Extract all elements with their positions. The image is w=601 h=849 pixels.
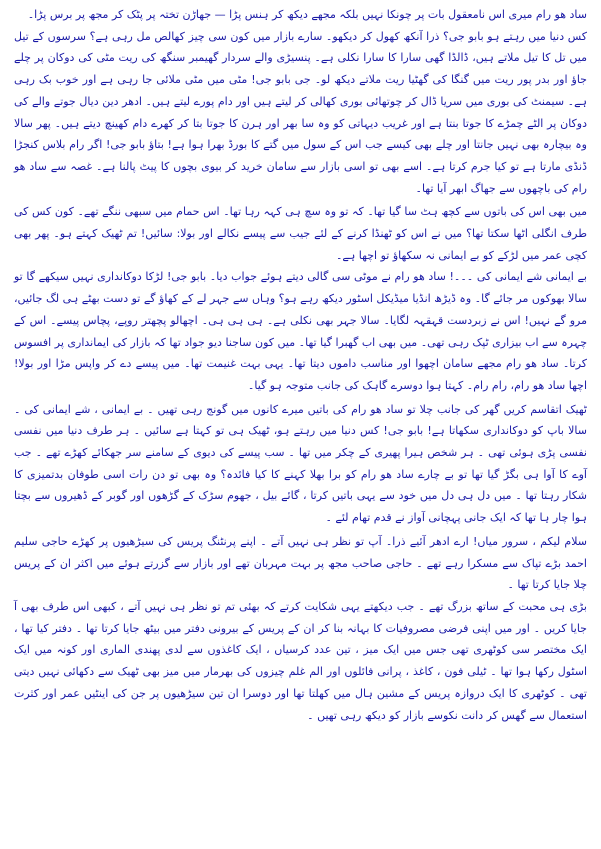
paragraph-3: میں بھی اس کی باتوں سے کچھ ہٹ سا گیا تھا۔ کہ تو وہ سچ ہی کہہ رہا تھا۔ اس حمام میں سبھی ننگے تھے۔ کون کس کی طرف انگلی اٹھا سکتا تھا؟ میں نے اس کو ٹھنڈا کرنے کے لئے جیب سے پیسے نکالے اور بولا: سائیں! تم ٹھیک کہتے ہو۔ پھر بھی کچی عمر میں لڑکے کو بے ایمانی نہ سکھاؤ تو اچھا ہے۔ [14,205,587,262]
paragraph-2: کس دنیا میں رہتے ہو بابو جی؟ ذرا آنکھ کھول کر دیکھو۔ سارے بازار میں کون سی چیز کھالص مل رہی ہے؟ سرسوں کے تیل میں تل کا تیل ملاتے ہیں، ڈالڈا گھی سارا کا سارا نکلی ہے۔ پنسیڑی والے سردار گھیمبر سنگھ کی ریت مٹی کی دوکان پر چلے جاؤ اور بدر پور ریت میں گنگا کی گھٹیا ریت ملاتے دیکھ لو۔ جی بابو جی! مٹی میں مٹی ملائی جا رہی ہے اور خوب بک رہی ہے۔ سیمنٹ کی بوری میں سریا ڈال کر چوتھائی بوری کھالی کر لیتے ہیں اور دام پورے لیتے ہیں۔ ادھر دین دیال جوتے والے کی دوکان پر الٹے چمڑے کا جوتا بنتا ہے اور غریب دیہاتی کو وہ سا بھر اور ہرن کا جوتا بتا کر کھرے دام کھینچ دیتے ہیں۔ پھر سالا وہ بیچارہ بھی نہیں جانتا اور چلے بھی کیسے جب اس کے سول میں گتے کا بورڈ بھرا ہوا ہے! بتاؤ بابو جی! اگر رام بلاس کنجڑا ڈنڈی مارتا ہے تو کیا جرم کرتا ہے۔ اسے بھی تو اسی بازار سے سامان خرید کر بیوی بچوں کا پیٹ پالنا ہے۔ غصہ سے ساد ھو رام کی باچھوں سے جھاگ ابھر آیا تھا۔ [14,29,587,195]
paragraph-5: ٹھیک اتقاسم کریں گھر کی جانب چلا تو ساد ھو رام کی باتیں میرے کانوں میں گونج رہی تھیں ۔ بے ایمانی ، شے ایمانی کی ۔ سالا باپ کو دوکانداری سکھاتا ہے! بابو جی! کس دنیا میں رہتے ہو، ٹھیک ہی تو کہتا ہے سائیں ۔ ہر طرف دنیا میں نفسی نفسی پڑی ہوئی تھی ۔ ہر شخص ہیرا پھیری کے چکر میں تھا ۔ سب پیسے کی دیوی کے سامنے سر جھکائے کھڑے تھے ۔ جب آوے کا آوا ہی بگڑ گیا تھا تو بے چارے ساد ھو رام کو برا بھلا کہنے کا کیا فائدہ؟ وہ بھی تو دن رات اسی طوفان بدتمیزی کا شکار رہتا تھا ۔ میں دل ہی دل میں خود سے یہی باتیں کرتا ، گائے بیل ، جھوم سڑک کے گڑھوں اور گوبر کے ڈھیروں سے بچتا ہوا چار ہا تھا کہ ایک جانی پہچانی آواز نے قدم تھام لئے ۔ [14,402,587,525]
paragraph-7: بڑی ہی محبت کے ساتھ بزرگ تھے ۔ جب دیکھتے یہی شکایت کرتے کہ بھئی تم تو نظر ہی نہیں آتے ، کبھی اس طرف بھی آ جایا کریں ۔ اور میں اپنی فرضی مصروفیات کا بہانہ بنا کر ان کے پریس کے بیرونی دفتر میں بیٹھ جایا کرتا تھا ۔ دفتر کیا تھا ، ایک مختصر سی کوٹھری تھی جس میں ایک میز ، تین عدد کرسیاں ، ایک کاغذوں سے لدی پھندی الماری اور کونہ میں ایک اسٹول رکھا ہوا تھا ۔ ٹیلی فون ، کاغذ ، پرانی فائلوں اور الم غلم چیزوں کی بھرمار میں میز بھی ٹھیک سے دکھائی نہیں دیتی تھی ۔ کوٹھری کا ایک دروازہ پریس کے مشین ہال میں کھلتا تھا اور دوسرا ان تین سیڑھیوں پر جن کی اینٹیں عمر اور کثرت استعمال سے گھس کر دانت نکوسے بازار کو دیکھ رہی تھیں ۔ [14,599,587,722]
paragraph-4: بے ایمانی شے ایمانی کی ۔۔۔! ساد ھو رام نے موٹی سی گالی دیتے ہوئے جواب دیا۔ بابو جی! لڑکا دوکانداری نہیں سیکھے گا تو سالا بھوکوں مر جائے گا۔ وہ ڈیڑھ انڈیا میڈیکل اسٹور دیکھ رہے ہو؟ وہاں سے جہر لے کے کھاؤ گے تو دست بھٹے ہی لگ جائیں، مرو گے نہیں! اس نے زبردست قہقہہ لگایا۔ سالا جہر بھی نکلی ہے۔ ہی ہی ہی۔ اچھالو پچھتر روپے، پچاس پیسے۔ اس کے چہرہ سے اب بیزاری ٹپک رہی تھی۔ میں بھی اب گھبرا گیا تھا۔ میں کون ساجنا دیو جواد تھا کہ بازار کی ایمانداری پر افسوس کرتا۔ ساد ھو رام مجھے سامان اچھوا اور مناسب داموں دیتا تھا۔ یہی بہت غنیمت تھا۔ میں پیسے دے کر واپس مڑا اور بولا! اچھا ساد ھو رام، رام رام۔ کہتا ہوا دوسرے گاہک کی جانب متوجہ ہو گیا۔ [14,270,587,392]
paragraph-6: سلام لیکم ، سرور میاں! ارے ادھر آئیے ذرا۔ آپ تو نظر ہی نہیں آتے ۔ اپنے پرنٹنگ پریس کی سیڑھیوں پر کھڑے حاجی سلیم احمد بڑے تپاک سے مسکرا رہے تھے ۔ حاجی صاحب مجھ پر بہت مہربان تھے اور بازار سے گزرتے ہوئے میں اکثر ان کے پریس چلا جایا کرتا تھا ۔ [14,534,587,592]
paragraph-1: ساد ھو رام میری اس نامعقول بات پر چونکا نہیں بلکہ مجھے دیکھ کر ہنس پڑا — جھاڑن تختہ پر پٹک کر مجھ پر برس پڑا۔ [27,8,587,21]
